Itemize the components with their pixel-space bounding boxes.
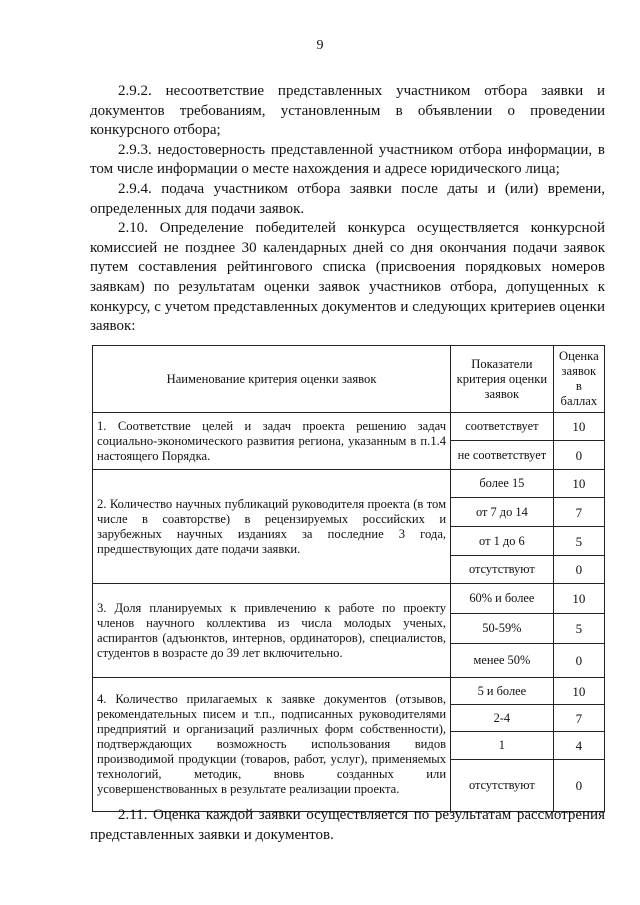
- criterion-4-indicator-1: 5 и более: [451, 678, 554, 705]
- paragraph-2-9-3: 2.9.3. недостоверность представленной участником отбора информации, в том числе информации о месте нахождения и адресе юридического лица;: [90, 141, 605, 178]
- table-header-row: [93, 346, 605, 413]
- table-row: [93, 470, 605, 498]
- table-row: [93, 413, 605, 441]
- criterion-1-name: 1. Соответствие целей и задач проекта решению задач социально-экономического развития региона, указанным в п.1.4 настоящего Порядка.: [93, 413, 451, 470]
- criterion-4-name: 4. Количество прилагаемых к заявке документов (отзывов, рекомендательных писем и т.п., подписанных руководителями предприятий и организаций различных форм собственности), подтверждающих возможность использования видов производимой продукции (товаров, работ, услуг), применяемых технологий, методик, вновь созданных или усовершенствованных в результате реализации проекта.: [93, 678, 451, 812]
- criterion-1-indicator-1: соответствует: [451, 413, 554, 441]
- paragraph-2-11: 2.11. Оценка каждой заявки осуществляется по результатам рассмотрения представленных заявки и документов.: [90, 807, 605, 843]
- criterion-3-score-3: 0: [553, 644, 604, 678]
- criterion-1-score-2: 0: [553, 441, 604, 470]
- criterion-4-score-3: 4: [553, 732, 604, 760]
- criterion-4-indicator-4: отсутствуют: [451, 760, 554, 812]
- header-score: Оценка заявок в баллах: [553, 346, 604, 413]
- criterion-2-score-3: 5: [553, 527, 604, 556]
- header-criterion-name: Наименование критерия оценки заявок: [93, 346, 451, 413]
- criterion-4-score-2: 7: [553, 705, 604, 732]
- criterion-2-score-2: 7: [553, 498, 604, 527]
- criterion-2-score-1: 10: [553, 470, 604, 498]
- criterion-3-indicator-2: 50-59%: [451, 614, 554, 644]
- criterion-1-indicator-2: не соответствует: [451, 441, 554, 470]
- table-row: [93, 678, 605, 705]
- criterion-3-score-1: 10: [553, 584, 604, 614]
- page-number: 9: [316, 38, 324, 53]
- criterion-3-indicator-1: 60% и более: [451, 584, 554, 614]
- paragraph-2-10: 2.10. Определение победителей конкурса осуществляется конкурсной комиссией не позднее 30 календарных дней со дня окончания подачи заявок путем составления рейтингового списка (присвоения порядковых номеров заявкам) по результатам оценки заявок участников отбора, допущенных к конкурсу, с учетом представленных документов и следующих критериев оценки заявок:: [90, 220, 605, 335]
- body-text: [90, 82, 605, 337]
- criterion-2-indicator-2: от 7 до 14: [451, 498, 554, 527]
- criterion-1-score-1: 10: [553, 413, 604, 441]
- criterion-2-indicator-3: от 1 до 6: [451, 527, 554, 556]
- paragraph-2-9-2: 2.9.2. несоответствие представленных участником отбора заявки и документов требованиям, установленным в объявлении о проведении конкурсного отбора;: [90, 83, 605, 139]
- header-indicators: Показатели критерия оценки заявок: [451, 346, 554, 413]
- criterion-4-score-1: 10: [553, 678, 604, 705]
- criterion-2-score-4: 0: [553, 556, 604, 584]
- criterion-2-indicator-4: отсутствуют: [451, 556, 554, 584]
- criterion-4-score-4: 0: [553, 760, 604, 812]
- criterion-4-indicator-3: 1: [451, 732, 554, 760]
- table-row: [93, 584, 605, 614]
- criterion-3-score-2: 5: [553, 614, 604, 644]
- criteria-table: [92, 345, 605, 812]
- criterion-3-indicator-3: менее 50%: [451, 644, 554, 678]
- paragraph-2-9-4: 2.9.4. подача участником отбора заявки после даты и (или) времени, определенных для подачи заявок.: [90, 180, 605, 217]
- criterion-2-indicator-1: более 15: [451, 470, 554, 498]
- criterion-3-name: 3. Доля планируемых к привлечению к работе по проекту членов научного коллектива из числа молодых ученых, аспирантов (адъюнктов, интернов, ординаторов), специалистов, студентов в возрасте до 39 лет включительно.: [93, 584, 451, 678]
- closing-text: [90, 806, 605, 845]
- criterion-2-name: 2. Количество научных публикаций руководителя проекта (в том числе в соавторстве) в рецензируемых российских и зарубежных научных изданиях за последние 3 года, предшествующих дате подачи заявки.: [93, 470, 451, 584]
- criterion-4-indicator-2: 2-4: [451, 705, 554, 732]
